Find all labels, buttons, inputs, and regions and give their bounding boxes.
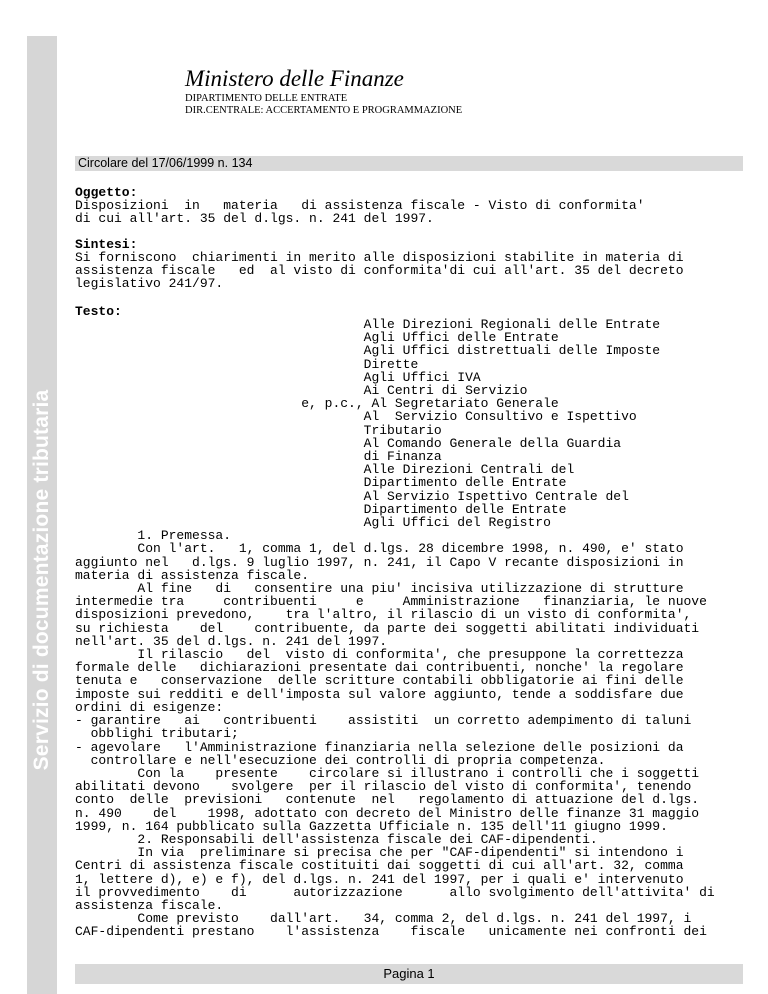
- ministry-title: Ministero delle Finanze: [185, 66, 404, 91]
- testo-label: Testo:: [75, 304, 122, 319]
- sidebar-label: Servizio di documentazione tributaria: [30, 389, 53, 771]
- circolare-title: Circolare del 17/06/1999 n. 134: [78, 156, 253, 170]
- sintesi-label: Sintesi:: [75, 237, 138, 252]
- oggetto-label: Oggetto:: [75, 185, 138, 200]
- directorate-line: DIR.CENTRALE: ACCERTAMENTO E PROGRAMMAZIONE: [185, 105, 463, 116]
- department-line: DIPARTIMENTO DELLE ENTRATE: [185, 93, 348, 104]
- testo-body: Alle Direzioni Regionali delle Entrate Agli Uffici delle Entrate Agli Uffici distrettuali delle Imposte Dirette Agli Uffici IVA Ai Centri di Servizio e, p.c., Al Segretariato Generale Al Servizio Consultivo e Ispettivo Tributario Al Comando Generale della Guardia di Finanza Alle Direzioni Centrali del Dipartimento delle Entrate Al Servizio Ispettivo Centrale del Dipartimento delle Entrate Agli Uffici del Registro 1. Premessa. Con l'art. 1, comma 1, del d.lgs. 28 dicembre 1998, n. 490, e' stato aggiunto nel d.lgs. 9 luglio 1997, n. 241, il Capo V recante disposizioni in materia di assistenza fiscale. Al fine di consentire una piu' incisiva utilizzazione di strutture intermedie tra contribuenti e Amministrazione finanziaria, le nuove disposizioni prevedono, tra l'altro, il rilascio di un visto di conformita', su richiesta del contribuente, da parte dei soggetti abilitati individuati nell'art. 35 del d.lgs. n. 241 del 1997. Il rilascio del visto di conformita', che presuppone la correttezza formale delle dichiarazioni presentate dai contribuenti, nonche' la regolare tenuta e conservazione delle scritture contabili obbligatorie ai fini delle imposte sui redditi e dell'imposta sul valore aggiunto, tende a soddisfare due ordini di esigenze: - garantire ai contribuenti assistiti un corretto adempimento di taluni obblighi tributari; - agevolare l'Amministrazione finanziaria nella selezione delle posizioni da controllare e nell'esecuzione dei controlli di propria competenza. Con la presente circolare si illustrano i controlli che i soggetti abilitati devono svolgere per il rilascio del visto di conformita', tenendo conto delle previsioni contenute nel regolamento di attuazione del d.lgs. n. 490 del 1998, adottato con decreto del Ministro delle finanze 31 maggio 1999, n. 164 pubblicato sulla Gazzetta Ufficiale n. 135 dell'11 giugno 1999. 2. Responsabili dell'assistenza fiscale dei CAF-dipendenti. In via preliminare si precisa che per "CAF-dipendenti" si intendono i Centri di assistenza fiscale costituiti dai soggetti di cui all'art. 32, comma 1, lettere d), e) e f), del d.lgs. n. 241 del 1997, per i quali e' intervenuto il provvedimento di autorizzazione allo svolgimento dell'attivita' di assistenza fiscale. Come previsto dall'art. 34, comma 2, del d.lgs. n. 241 del 1997, i CAF-dipendenti prestano l'assistenza fiscale unicamente nei confronti dei: [75, 317, 715, 940]
- oggetto-text: Disposizioni in materia di assistenza fiscale - Visto di conformita' di cui all'art. 35 del d.lgs. n. 241 del 1997.: [75, 198, 645, 227]
- page-number: Pagina 1: [383, 966, 435, 981]
- sintesi-text: Si forniscono chiarimenti in merito alle disposizioni stabilite in materia di assistenza fiscale ed al visto di conformita'di cui all'art. 35 del decreto legislativo 241/97.: [75, 250, 684, 292]
